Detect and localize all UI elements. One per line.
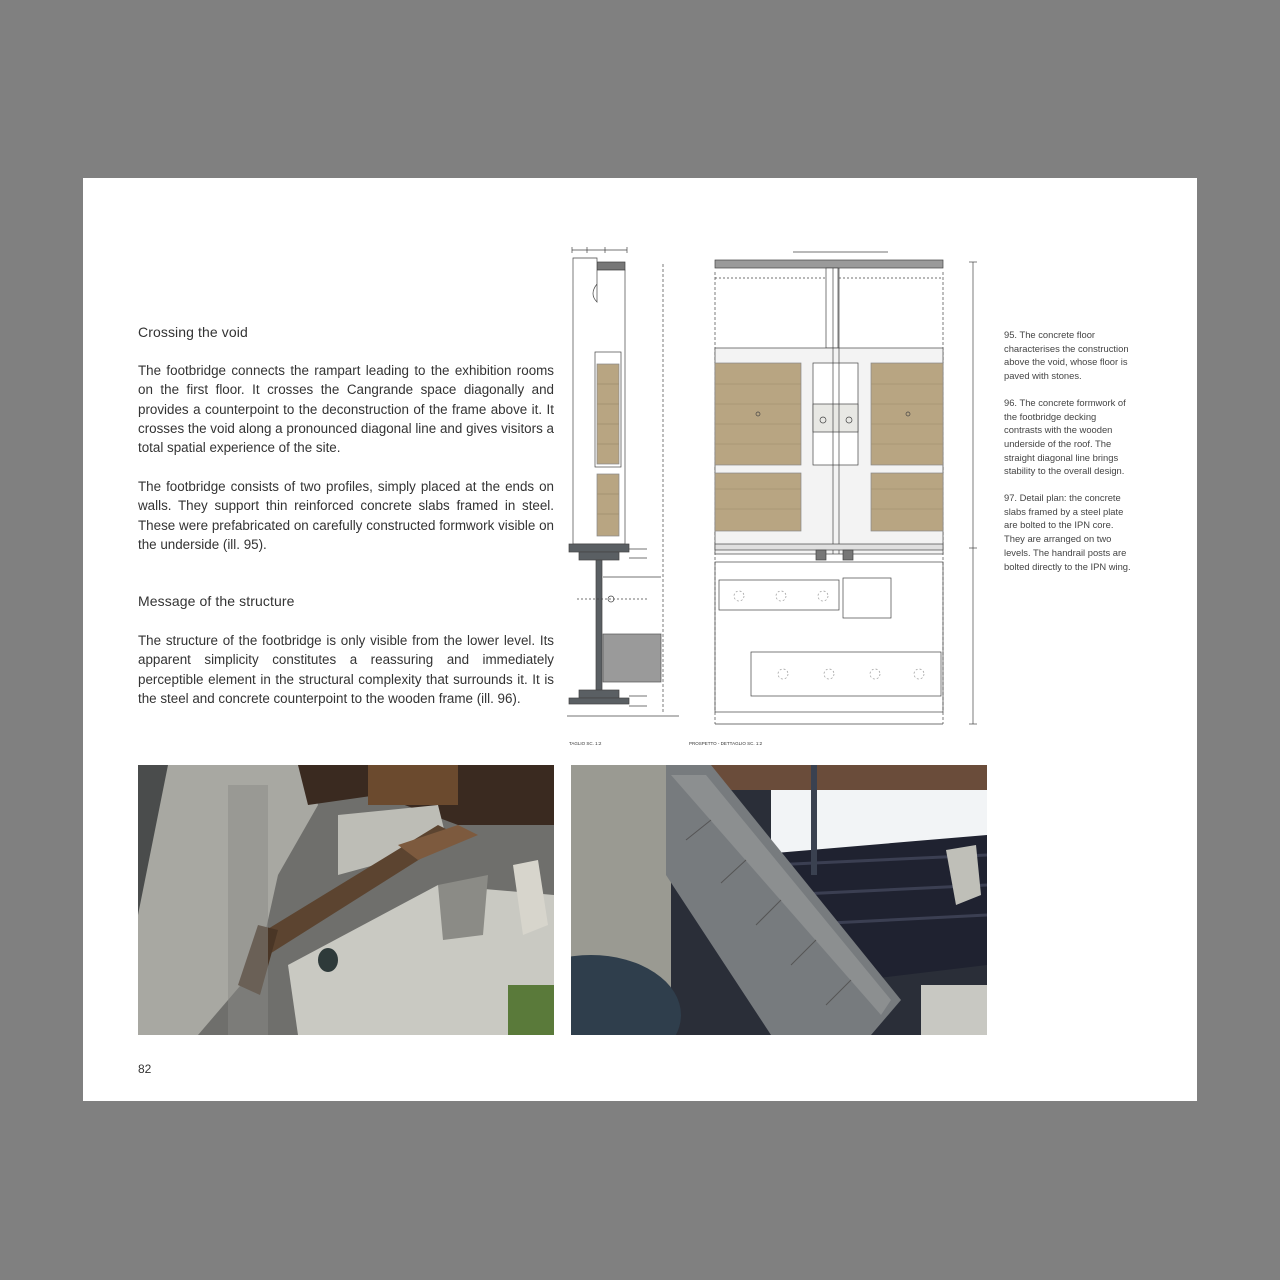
caption-97: 97. Detail plan: the concrete slabs framed by a steel plate are bolted to the IPN core. They are arranged on two levels. The handrail posts are bolted directly to the IPN wing. <box>1004 492 1131 572</box>
section-drawing-label: TAGLIO SC. 1:2 <box>569 741 602 746</box>
book-page <box>83 178 1197 1101</box>
photo-footbridge-underside <box>571 765 987 1035</box>
caption-96: 96. The concrete formwork of the footbridge decking contrasts with the wooden underside of the roof. The straight diagonal line brings stability to the overall design. <box>1004 396 1126 477</box>
paragraph-footbridge-connects: The footbridge connects the rampart leading to the exhibition rooms on the first floor. It crosses the Cangrande space diagonally and provides a counterpoint to the deconstruction of the frame above it. It crosses the void along a pronounced diagonal line and gives visitors a total spatial experience of the site. <box>138 363 554 456</box>
figure-captions <box>1004 328 1134 586</box>
page-number: 82 <box>138 1062 152 1076</box>
heading-message-of-structure: Message of the structure <box>138 593 295 609</box>
elevation-drawing <box>663 244 993 744</box>
caption-95: 95. The concrete floor characterises the construction above the void, whose floor is paved with stones. <box>1004 329 1129 382</box>
paragraph-structure-visible: The structure of the footbridge is only visible from the lower level. Its apparent simplicity constitutes a reassuring and immediately perceptible element in the structural complexity that surrounds it. It is the steel and concrete counterpoint to the wooden frame (ill. 96). <box>138 633 554 706</box>
paragraph-footbridge-profiles: The footbridge consists of two profiles, simply placed at the ends on walls. They support thin reinforced concrete slabs framed in steel. These were prefabricated on carefully constructed formwork visible on the underside (ill. 95). <box>138 479 554 552</box>
photo-footbridge-from-above <box>138 765 554 1035</box>
elevation-drawing-label: PROSPETTO - DETTAGLIO SC. 1:2 <box>689 741 763 746</box>
heading-crossing-the-void: Crossing the void <box>138 324 248 340</box>
